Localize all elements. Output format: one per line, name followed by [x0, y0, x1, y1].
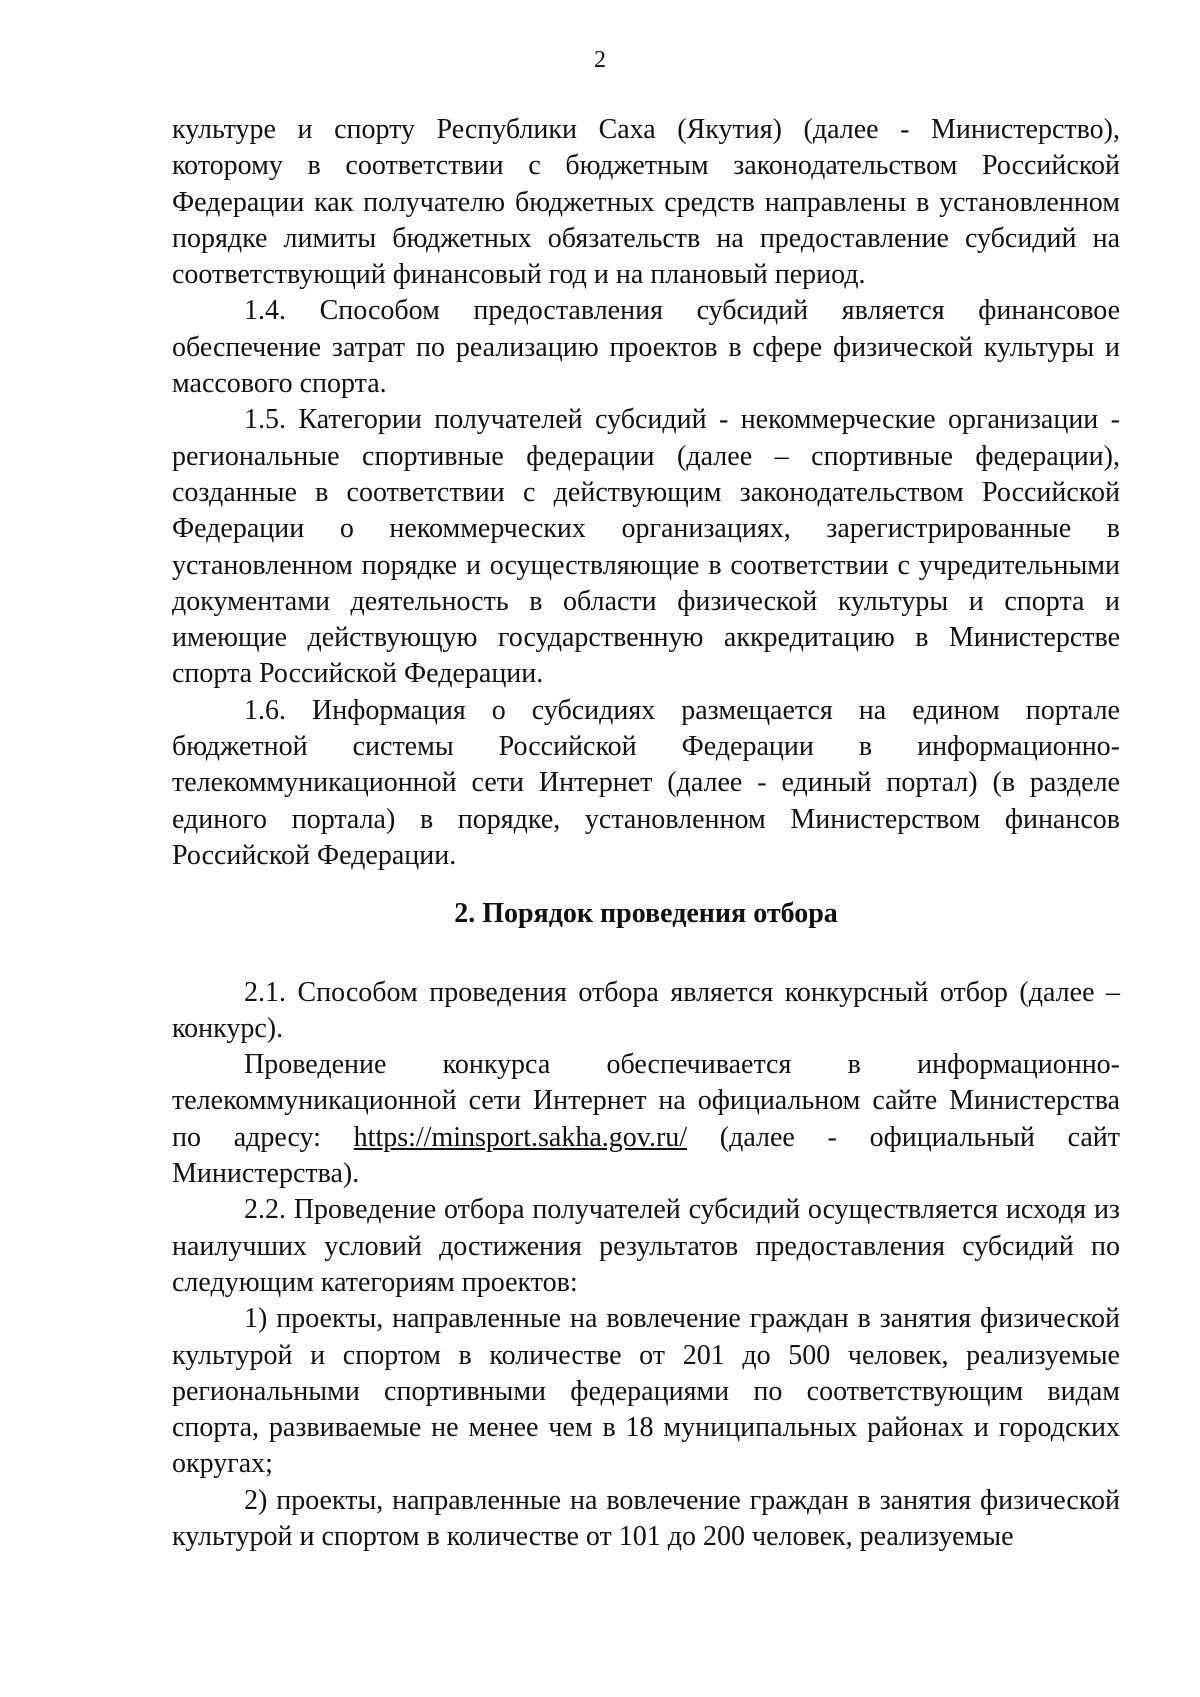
paragraph-1-4: 1.4. Способом предоставления субсидий является финансовое обеспечение затрат по реализацию проектов в сфере физической культуры и массового спорта. [172, 295, 1120, 400]
page-number: 2 [594, 47, 606, 73]
section-2-heading: 2. Порядок проведения отбора [454, 898, 838, 930]
list-item-2: 2) проекты, направленные на вовлечение граждан в занятия физической культурой и спортом в количестве от 101 до 200 человек, реализуемые [172, 1484, 1120, 1552]
paragraph-1-5: 1.5. Категории получателей субсидий - некоммерческие организации - региональные спортивные федерации (далее – спортивные федерации), созданные в соответствии с действующим законодательством Российской Федерации о некоммерческих организациях, зарегистрированные в установленном порядке и осуществляющие в соответствии с учредительными документами деятельность в области физической культуры и спорта и имеющие действующую государственную аккредитацию в Министерстве спорта Российской Федерации. [172, 404, 1120, 690]
paragraph-continuation: культуре и спорту Республики Саха (Якутия) (далее - Министерство), которому в соответствии с бюджетным законодательством Российской Федерации как получателю бюджетных средств направлены в установленном порядке лимиты бюджетных обязательств на предоставление субсидий на соответствующий финансовый год и на плановый период. [172, 114, 1120, 291]
list-item-1: 1) проекты, направленные на вовлечение граждан в занятия физической культурой и спортом в количестве от 201 до 500 человек, реализуемые региональными спортивными федерациями по соответствующим видам спорта, развиваемые не менее чем в 18 муниципальных районах и городских округах; [172, 1303, 1120, 1480]
paragraph-2-2: 2.2. Проведение отбора получателей субсидий осуществляется исходя из наилучших условий достижения результатов предоставления субсидий по следующим категориям проектов: [172, 1194, 1120, 1298]
ministry-website-link[interactable]: https://minsport.sakha.gov.ru/ [353, 1121, 688, 1153]
website-text-before: Проведение конкурса обеспечивается в информационно-телекоммуникационной сети Интернет на официальном сайте Министерства по адресу: [172, 1049, 1120, 1153]
paragraph-1-6: 1.6. Информация о субсидиях размещается на едином портале бюджетной системы Российской Федерации в информационно-телекоммуникационной сети Интернет (далее - единый портал) (в разделе единого портала) в порядке, установленном Министерством финансов Российской Федерации. [172, 694, 1120, 871]
paragraph-2-1-website [172, 1047, 1120, 1192]
paragraph-2-1: 2.1. Способом проведения отбора является конкурсный отбор (далее – конкурс). [172, 976, 1120, 1044]
website-text-after: (далее - официальный сайт Министерства). [172, 1121, 1120, 1190]
document-body [172, 112, 1120, 1555]
